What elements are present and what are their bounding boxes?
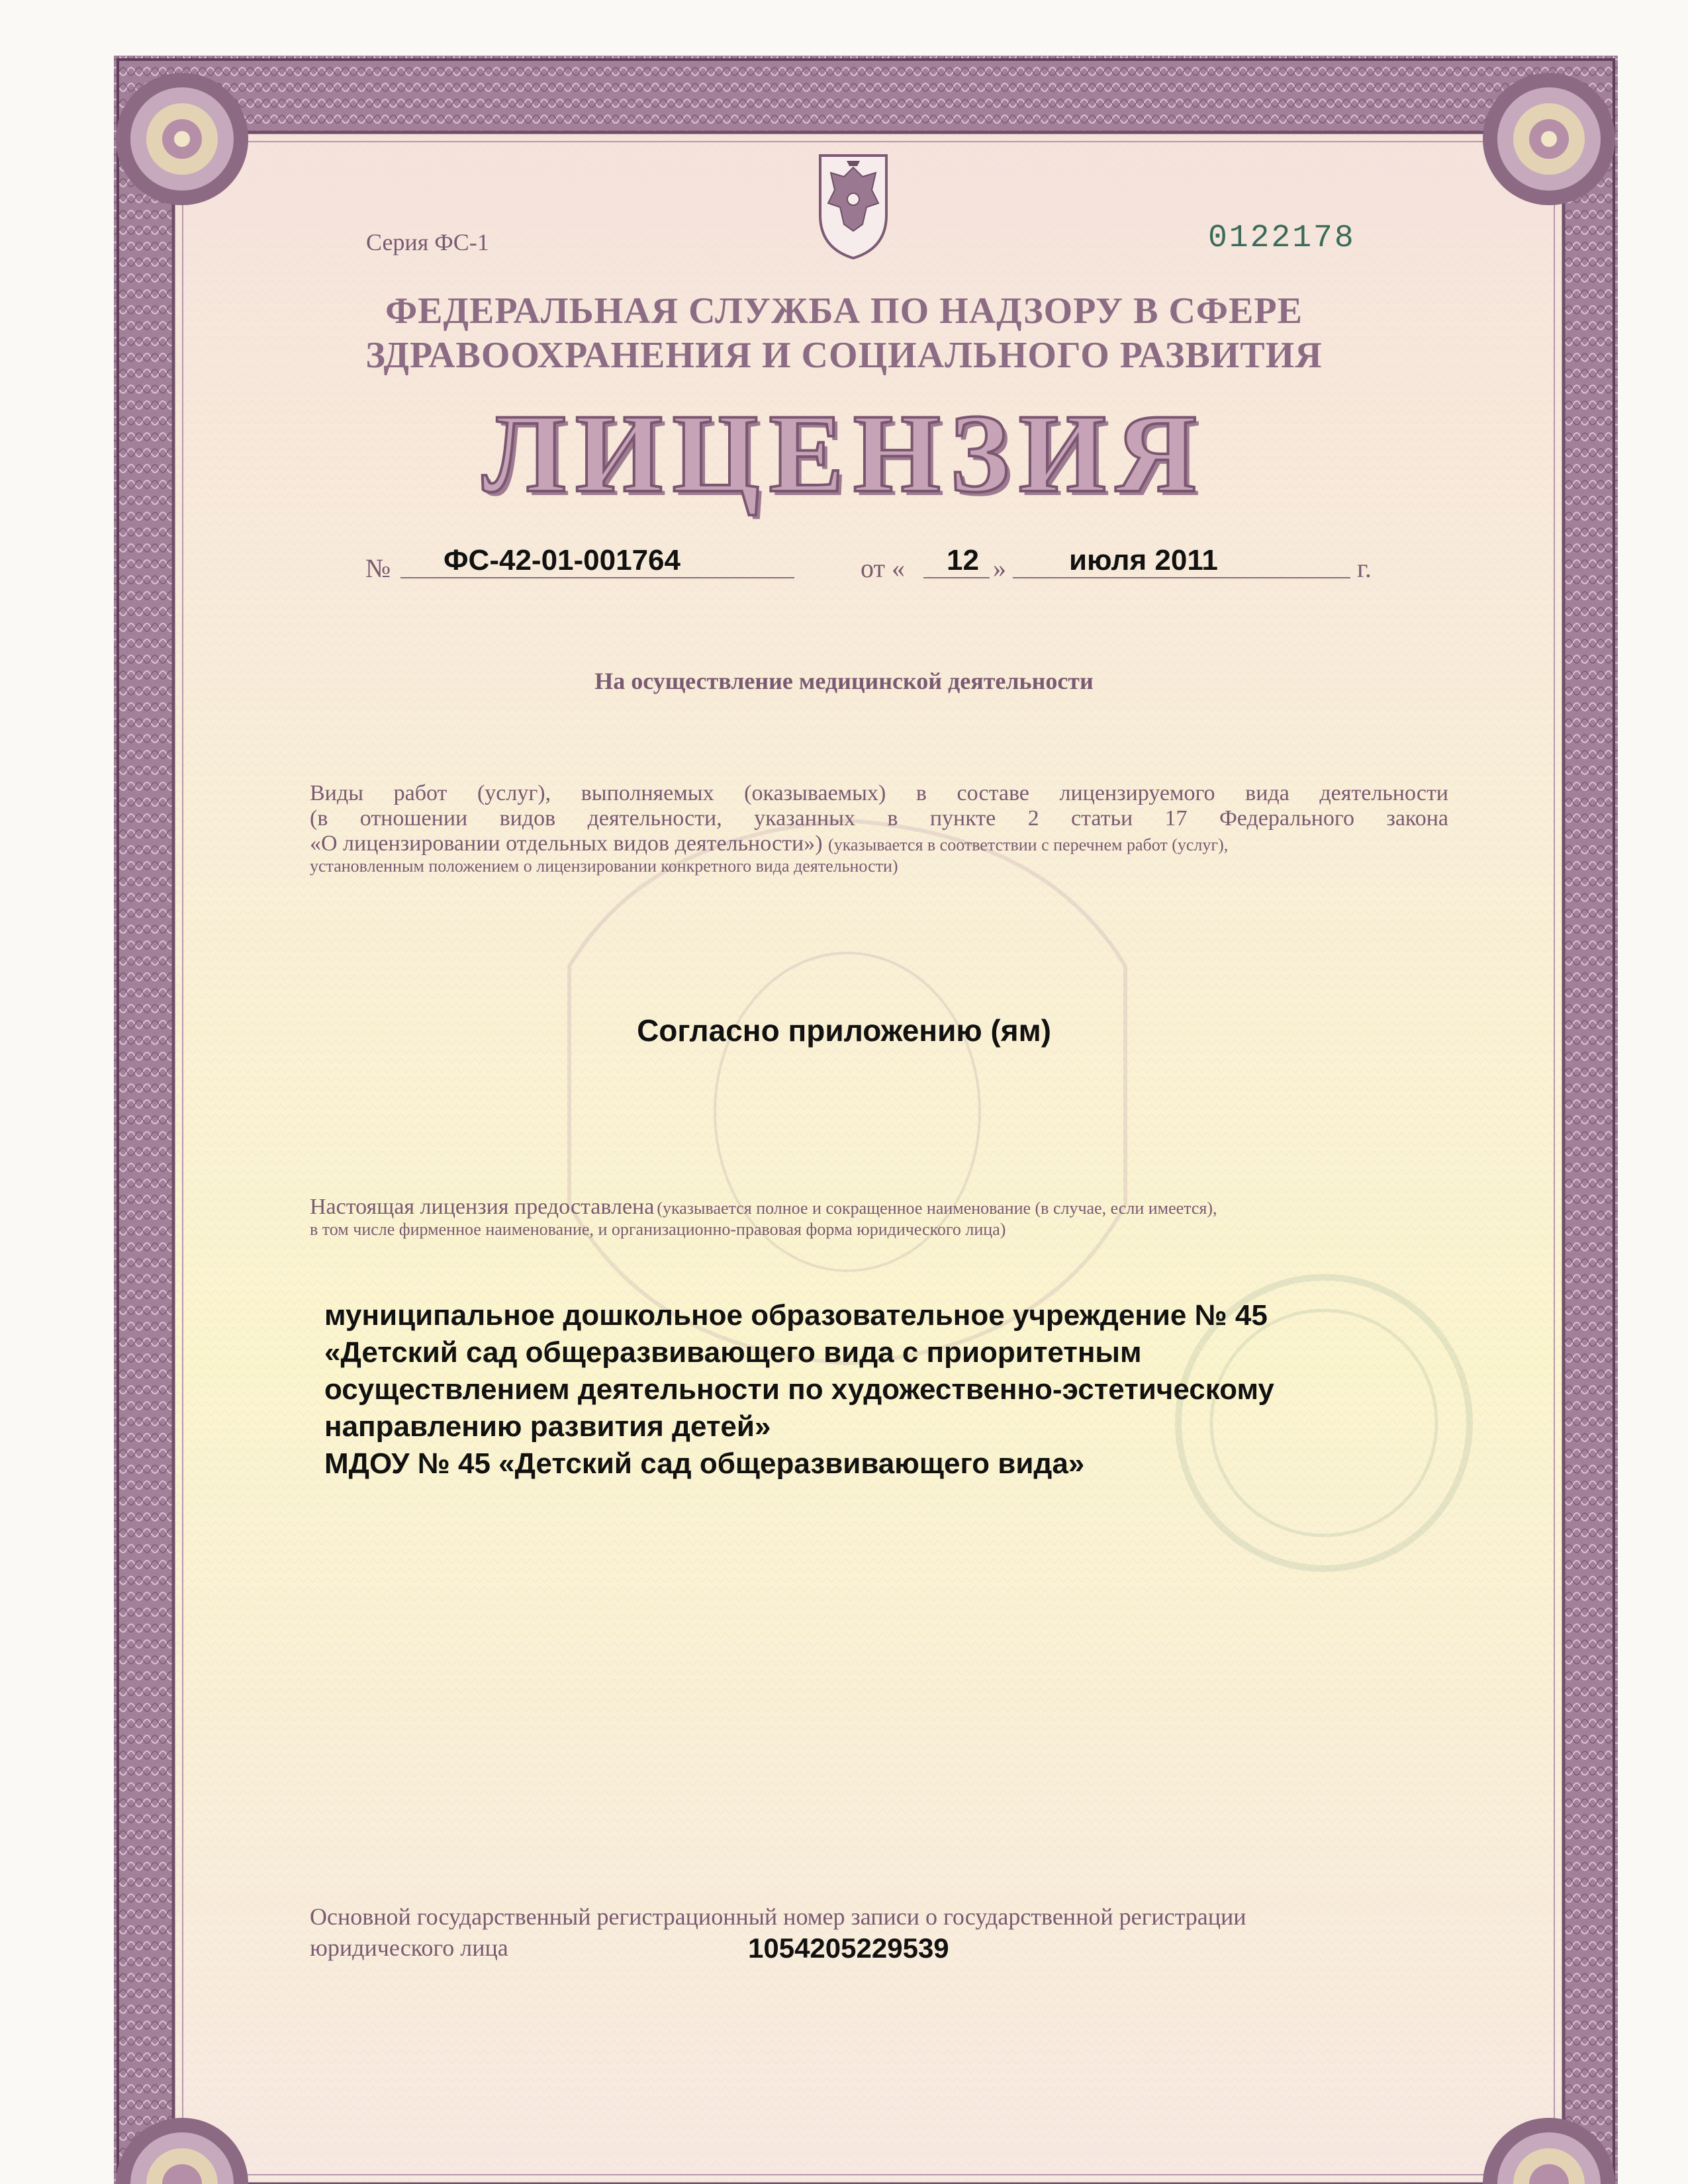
date-from-label: от « bbox=[861, 553, 905, 583]
grantee-name-line: осуществлением деятельности по художественно-эстетическому bbox=[324, 1373, 1274, 1406]
coat-of-arms-icon bbox=[820, 156, 886, 258]
works-line3 bbox=[310, 831, 1448, 856]
works-description bbox=[310, 781, 1448, 876]
rosette-top-right bbox=[1483, 73, 1615, 205]
grantee-name bbox=[324, 1297, 1450, 1482]
ogrn-label-line1: Основной государственный регистрационный номер записи о государственной регистрации bbox=[310, 1903, 1246, 1930]
year-suffix: г. bbox=[1357, 553, 1372, 583]
works-line2: (в отношении видов деятельности, указанных в пункте 2 статьи 17 Федерального закона bbox=[310, 806, 1448, 831]
number-sign: № bbox=[365, 553, 391, 583]
grantee-short-name: МДОУ № 45 «Детский сад общеразвивающего вида» bbox=[324, 1447, 1085, 1480]
ogrn-label-line2: юридического лица bbox=[310, 1934, 508, 1961]
agency-name-line1: ФЕДЕРАЛЬНАЯ СЛУЖБА ПО НАДЗОРУ В СФЕРЕ bbox=[385, 291, 1303, 332]
works-line4-note: установленным положением о лицензировании конкретного вида деятельности) bbox=[310, 856, 898, 876]
works-line3-main: «О лицензировании отдельных видов деятельности») bbox=[310, 831, 823, 856]
grantee-name-line: «Детский сад общеразвивающего вида с приоритетным bbox=[324, 1336, 1142, 1369]
grantee-label bbox=[310, 1195, 1448, 1240]
document-title: ЛИЦЕНЗИЯ bbox=[482, 391, 1206, 516]
date-day: 12 bbox=[947, 544, 979, 576]
grantee-label-note1: (указывается полное и сокращенное наименование (в случае, если имеется), bbox=[657, 1199, 1217, 1218]
date-day-close: » bbox=[993, 553, 1006, 583]
ogrn-value: 1054205229539 bbox=[748, 1933, 949, 1964]
grantee-label-main: Настоящая лицензия предоставлена bbox=[310, 1195, 655, 1219]
grantee-name-line: направлению развития детей» bbox=[324, 1410, 771, 1443]
grantee-label-line1 bbox=[310, 1195, 1448, 1220]
grantee-label-note2: в том числе фирменное наименование, и организационно-правовая форма юридического лица) bbox=[310, 1220, 1006, 1239]
license-purpose: На осуществление медицинской деятельности bbox=[594, 668, 1094, 694]
grantee-name-line: муниципальное дошкольное образовательное учреждение № 45 bbox=[324, 1299, 1268, 1332]
serial-number: 0122178 bbox=[1208, 220, 1356, 256]
series-label: Серия ФС-1 bbox=[366, 229, 489, 255]
works-line1: Виды работ (услуг), выполняемых (оказываемых) в составе лицензируемого вида деятельности bbox=[310, 781, 1448, 805]
agency-name-line2: ЗДРАВООХРАНЕНИЯ И СОЦИАЛЬНОГО РАЗВИТИЯ bbox=[365, 335, 1323, 376]
license-number: ФС-42-01-001764 bbox=[444, 544, 680, 576]
date-month-year: июля 2011 bbox=[1069, 544, 1218, 576]
works-line3-note: (указывается в соответствии с перечнем работ (услуг), bbox=[828, 835, 1229, 854]
works-value: Согласно приложению (ям) bbox=[637, 1013, 1051, 1048]
rosette-top-left bbox=[116, 73, 248, 205]
